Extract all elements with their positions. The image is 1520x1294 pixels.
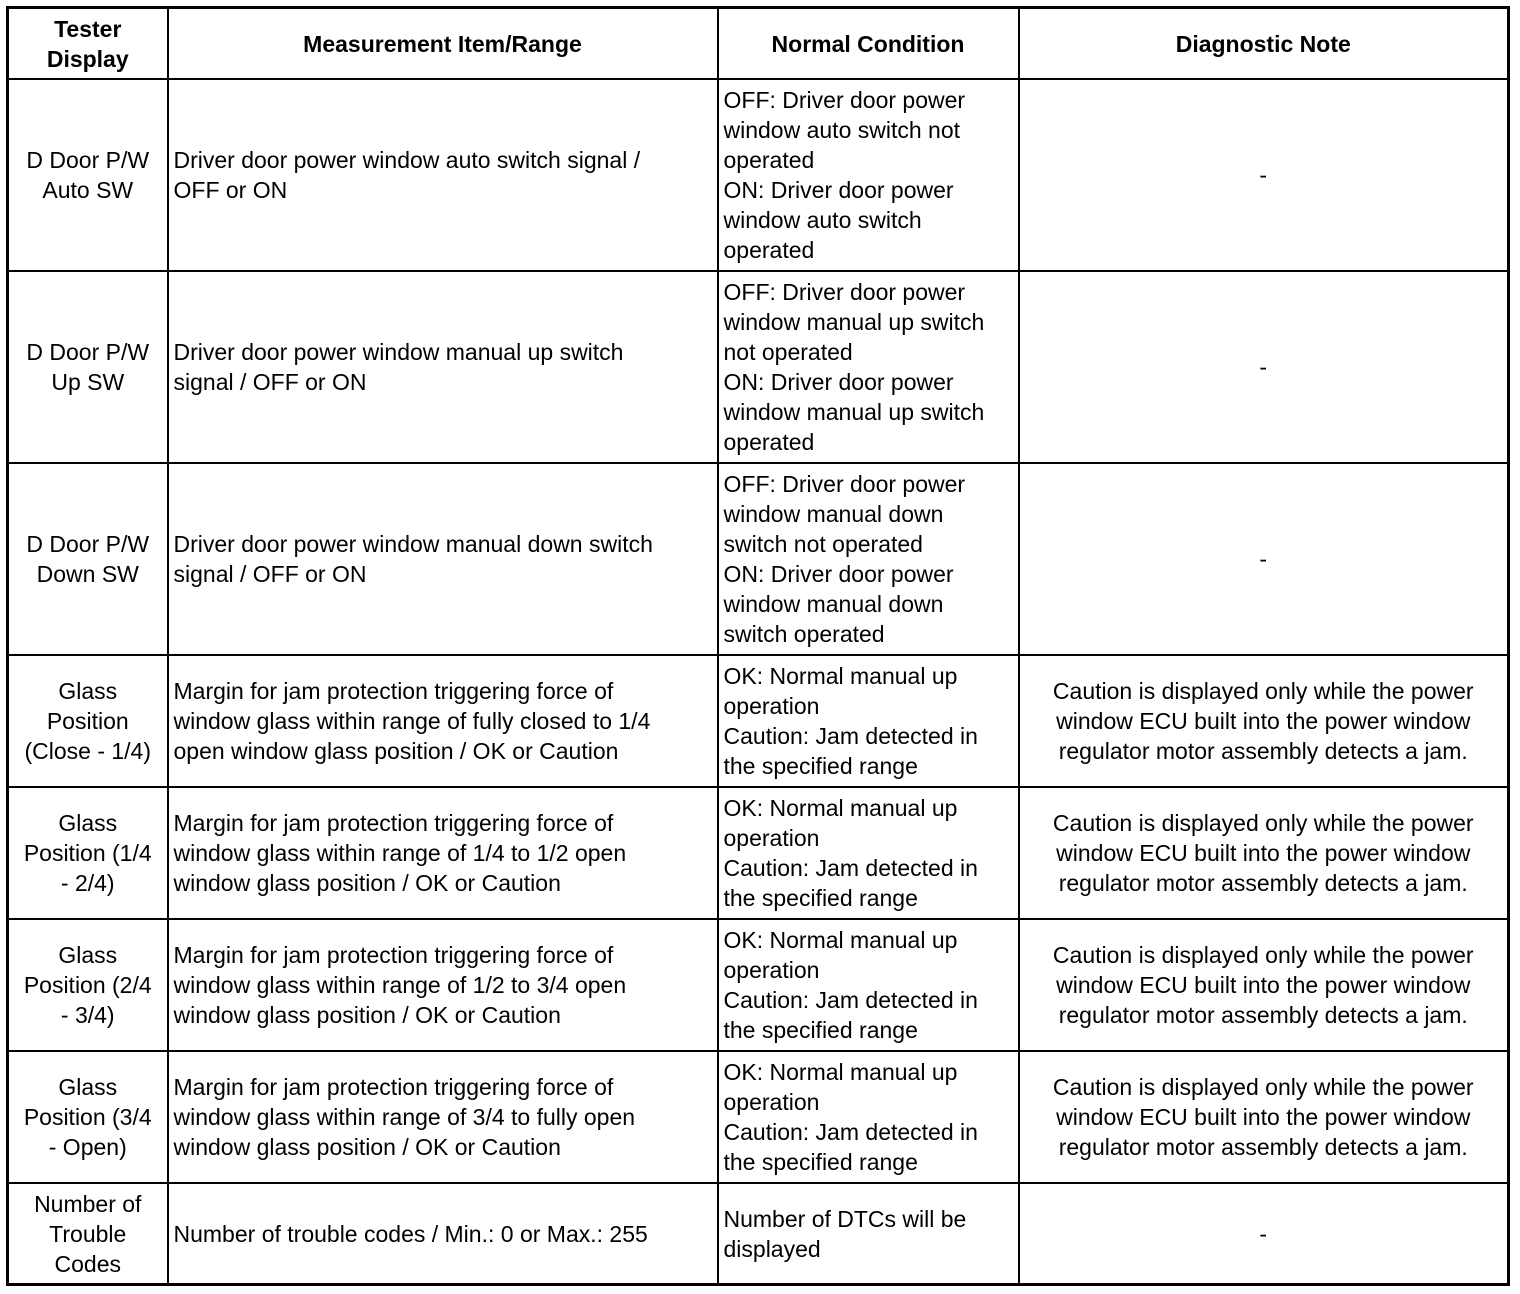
cell-normal-condition bbox=[718, 463, 1019, 655]
cell-line: Glass bbox=[58, 678, 118, 704]
cell-line: OFF: Driver door power bbox=[723, 471, 966, 497]
cell-line: - Open) bbox=[48, 1134, 127, 1160]
cell-diagnostic-note bbox=[1019, 271, 1509, 463]
cell-line: switch not operated bbox=[723, 531, 923, 557]
cell-line: Trouble bbox=[49, 1220, 127, 1247]
cell-line: window manual up switch bbox=[723, 399, 985, 425]
cell-line: - bbox=[1259, 546, 1268, 572]
header-measurement-item: Measurement Item/Range bbox=[168, 8, 718, 80]
cell-line: (Close - 1/4) bbox=[24, 738, 152, 764]
cell-line: the specified range bbox=[723, 885, 918, 911]
cell-line: operated bbox=[723, 147, 815, 173]
cell-tester-display bbox=[8, 1183, 168, 1285]
table-row bbox=[8, 463, 1509, 655]
cell-tester-display bbox=[8, 919, 168, 1051]
cell-line: Auto SW bbox=[42, 177, 134, 203]
cell-measurement-item bbox=[168, 271, 718, 463]
data-list-table bbox=[6, 6, 1510, 1286]
cell-diagnostic-note bbox=[1019, 79, 1509, 271]
cell-line: window glass position / OK or Caution bbox=[173, 1134, 561, 1160]
cell-line: open window glass position / OK or Caution bbox=[173, 738, 619, 764]
cell-diagnostic-note bbox=[1019, 787, 1509, 919]
header-diagnostic-note: Diagnostic Note bbox=[1019, 8, 1509, 80]
cell-line: Up SW bbox=[51, 369, 125, 395]
cell-line: OFF or ON bbox=[173, 177, 288, 203]
cell-line: Caution is displayed only while the power bbox=[1052, 678, 1474, 704]
cell-line: operation bbox=[723, 693, 820, 719]
cell-line: OK: Normal manual up bbox=[723, 1059, 958, 1085]
cell-line: D Door P/W bbox=[26, 339, 150, 365]
cell-line: window glass within range of 1/4 to 1/2 open bbox=[173, 840, 627, 866]
cell-line: Position (1/4 bbox=[23, 840, 152, 866]
cell-line: D Door P/W bbox=[26, 147, 150, 173]
cell-line: regulator motor assembly detects a jam. bbox=[1058, 1002, 1468, 1028]
cell-line: window glass within range of 3/4 to fully open bbox=[173, 1104, 636, 1130]
cell-line: operation bbox=[723, 1089, 820, 1115]
table-row bbox=[8, 919, 1509, 1051]
cell-line: Glass bbox=[58, 810, 118, 836]
cell-line: ON: Driver door power bbox=[723, 369, 954, 395]
cell-line: regulator motor assembly detects a jam. bbox=[1058, 738, 1468, 764]
cell-tester-display bbox=[8, 1051, 168, 1183]
cell-line: Driver door power window manual up switch bbox=[173, 339, 624, 365]
cell-tester-display bbox=[8, 79, 168, 271]
cell-line: Caution: Jam detected in bbox=[723, 987, 978, 1013]
table-body bbox=[8, 79, 1509, 1285]
cell-line: - bbox=[1259, 162, 1268, 188]
cell-line: signal / OFF or ON bbox=[173, 561, 367, 587]
cell-normal-condition bbox=[718, 1051, 1019, 1183]
cell-line: the specified range bbox=[723, 1017, 918, 1043]
cell-line: regulator motor assembly detects a jam. bbox=[1058, 1134, 1468, 1160]
cell-line: Glass bbox=[58, 942, 118, 968]
cell-line: window ECU built into the power window bbox=[1056, 1104, 1471, 1130]
cell-line: Position (3/4 bbox=[23, 1104, 152, 1130]
cell-line: signal / OFF or ON bbox=[173, 369, 367, 395]
cell-line: Driver door power window auto switch signal / bbox=[173, 147, 641, 173]
cell-line: Position (2/4 bbox=[23, 972, 152, 998]
cell-tester-display bbox=[8, 271, 168, 463]
cell-line: window ECU built into the power window bbox=[1056, 840, 1471, 866]
cell-line: Caution: Jam detected in bbox=[723, 1119, 978, 1145]
cell-line: ON: Driver door power bbox=[723, 561, 954, 587]
cell-line: Caution: Jam detected in bbox=[723, 855, 978, 881]
cell-diagnostic-note bbox=[1019, 1051, 1509, 1183]
cell-line: OFF: Driver door power bbox=[723, 279, 966, 305]
cell-line: switch operated bbox=[723, 621, 885, 647]
cell-normal-condition bbox=[718, 1183, 1019, 1285]
cell-normal-condition bbox=[718, 271, 1019, 463]
cell-measurement-item bbox=[168, 463, 718, 655]
cell-line: Driver door power window manual down switch bbox=[173, 531, 653, 557]
cell-line: window auto switch not bbox=[723, 117, 961, 143]
cell-line: operated bbox=[723, 237, 815, 263]
cell-line: not operated bbox=[723, 339, 853, 365]
cell-line: the specified range bbox=[723, 753, 918, 779]
cell-line: window manual down bbox=[723, 591, 944, 617]
cell-line: operation bbox=[723, 957, 820, 983]
cell-line: Margin for jam protection triggering force of bbox=[173, 678, 614, 704]
cell-line: Glass bbox=[58, 1074, 118, 1100]
cell-line: window manual down bbox=[723, 501, 944, 527]
cell-line: the specified range bbox=[723, 1149, 918, 1175]
table-row bbox=[8, 79, 1509, 271]
cell-line: - 3/4) bbox=[60, 1002, 115, 1028]
cell-line: Number of bbox=[34, 1190, 142, 1217]
table-row bbox=[8, 1183, 1509, 1285]
cell-line: Caution is displayed only while the power bbox=[1052, 1074, 1474, 1100]
cell-line: Caution is displayed only while the power bbox=[1052, 942, 1474, 968]
cell-normal-condition bbox=[718, 919, 1019, 1051]
cell-line: window glass within range of fully closed to 1/4 bbox=[173, 708, 651, 734]
cell-line: operation bbox=[723, 825, 820, 851]
cell-line: window manual up switch bbox=[723, 309, 985, 335]
cell-normal-condition bbox=[718, 79, 1019, 271]
cell-line: OK: Normal manual up bbox=[723, 795, 958, 821]
cell-line: Margin for jam protection triggering force of bbox=[173, 942, 614, 968]
cell-line: - bbox=[1259, 1220, 1268, 1247]
cell-diagnostic-note bbox=[1019, 1183, 1509, 1285]
cell-tester-display bbox=[8, 787, 168, 919]
table-row bbox=[8, 271, 1509, 463]
header-row bbox=[8, 8, 1509, 80]
cell-diagnostic-note bbox=[1019, 655, 1509, 787]
cell-line: regulator motor assembly detects a jam. bbox=[1058, 870, 1468, 896]
cell-line: displayed bbox=[723, 1235, 821, 1262]
cell-line: Number of trouble codes / Min.: 0 or Max.: 255 bbox=[173, 1220, 648, 1247]
cell-measurement-item bbox=[168, 655, 718, 787]
cell-line: window ECU built into the power window bbox=[1056, 708, 1471, 734]
cell-normal-condition bbox=[718, 655, 1019, 787]
cell-line: OK: Normal manual up bbox=[723, 663, 958, 689]
cell-line: D Door P/W bbox=[26, 531, 150, 557]
table-header bbox=[8, 8, 1509, 80]
table-row bbox=[8, 655, 1509, 787]
cell-line: OK: Normal manual up bbox=[723, 927, 958, 953]
cell-line: operated bbox=[723, 429, 815, 455]
header-tester-display bbox=[8, 8, 168, 80]
cell-line: ON: Driver door power bbox=[723, 177, 954, 203]
cell-line: Codes bbox=[54, 1250, 121, 1277]
table-row bbox=[8, 787, 1509, 919]
cell-line: Number of DTCs will be bbox=[723, 1205, 967, 1232]
cell-line: window auto switch bbox=[723, 207, 922, 233]
table-row bbox=[8, 1051, 1509, 1183]
cell-tester-display bbox=[8, 655, 168, 787]
cell-diagnostic-note bbox=[1019, 463, 1509, 655]
cell-measurement-item bbox=[168, 787, 718, 919]
header-line: Tester bbox=[54, 15, 122, 42]
cell-line: Down SW bbox=[36, 561, 139, 587]
cell-line: window ECU built into the power window bbox=[1056, 972, 1471, 998]
cell-line: Caution: Jam detected in bbox=[723, 723, 978, 749]
cell-line: - 2/4) bbox=[60, 870, 115, 896]
cell-diagnostic-note bbox=[1019, 919, 1509, 1051]
data-list-sheet bbox=[6, 6, 1510, 1286]
cell-measurement-item bbox=[168, 919, 718, 1051]
cell-line: - bbox=[1259, 354, 1268, 380]
cell-measurement-item bbox=[168, 1183, 718, 1285]
cell-normal-condition bbox=[718, 787, 1019, 919]
cell-measurement-item bbox=[168, 79, 718, 271]
cell-line: Position bbox=[46, 708, 129, 734]
cell-line: OFF: Driver door power bbox=[723, 87, 966, 113]
cell-line: Margin for jam protection triggering force of bbox=[173, 1074, 614, 1100]
header-normal-condition: Normal Condition bbox=[718, 8, 1019, 80]
cell-line: window glass position / OK or Caution bbox=[173, 1002, 561, 1028]
cell-line: window glass position / OK or Caution bbox=[173, 870, 561, 896]
header-line: Display bbox=[46, 45, 129, 72]
cell-line: Caution is displayed only while the power bbox=[1052, 810, 1474, 836]
cell-line: Margin for jam protection triggering force of bbox=[173, 810, 614, 836]
cell-line: window glass within range of 1/2 to 3/4 open bbox=[173, 972, 627, 998]
cell-measurement-item bbox=[168, 1051, 718, 1183]
cell-tester-display bbox=[8, 463, 168, 655]
